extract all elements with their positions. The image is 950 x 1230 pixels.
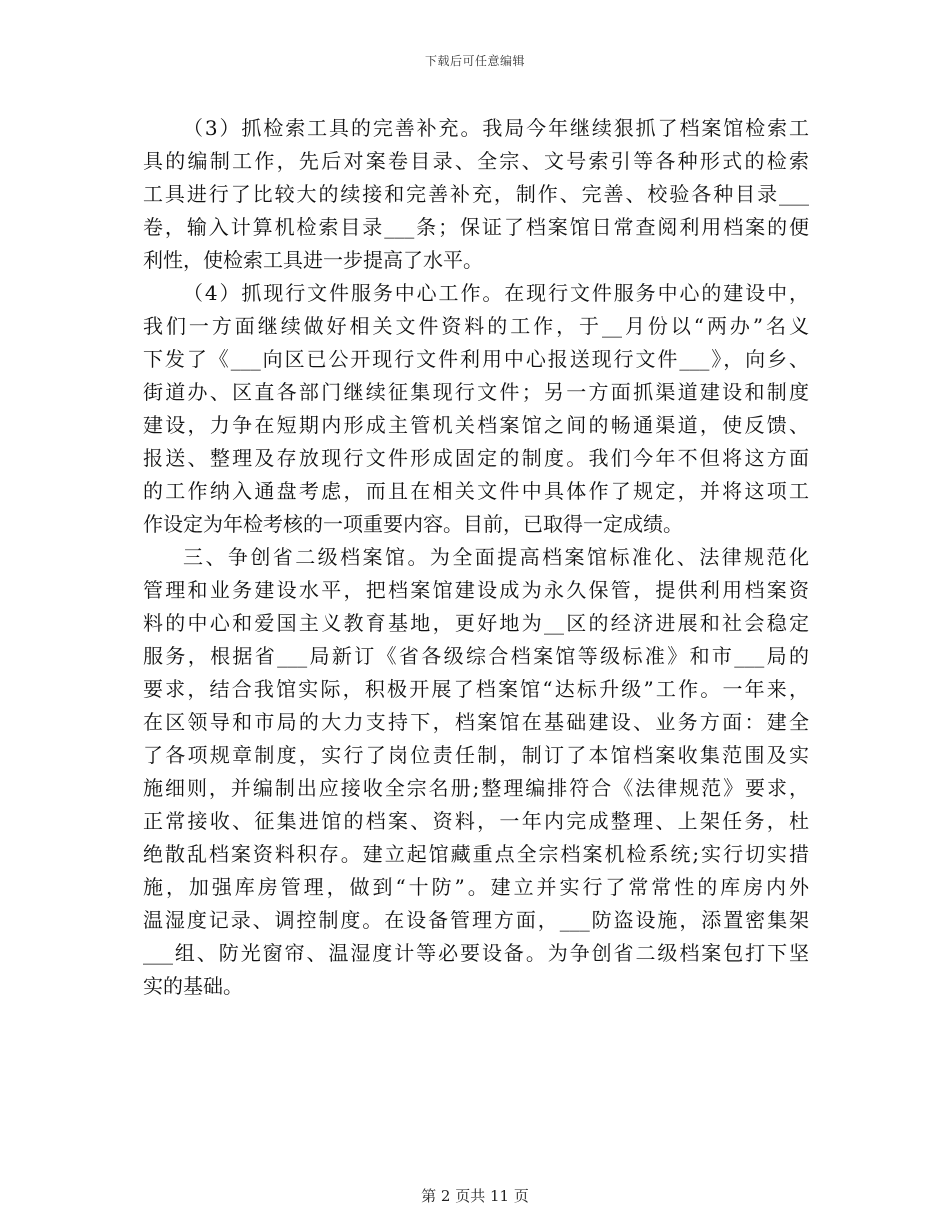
page-number: 第 2 页共 11 页	[421, 1187, 529, 1205]
page-header-note: 下载后可任意编辑	[424, 54, 525, 68]
text-line: 了各项规章制度，实行了岗位责任制，制订了本馆档案收集范围及实	[143, 743, 809, 767]
text-line: （4）抓现行文件服务中心工作。在现行文件服务中心的建设中，	[183, 281, 809, 305]
text-line: 管理和业务建设水平，把档案馆建设成为永久保管，提供利用档案资	[143, 578, 809, 602]
text-line: 绝散乱档案资料积存。建立起馆藏重点全宗档案机检系统;实行切实措	[143, 842, 809, 866]
text-line: 施细则，并编制出应接收全宗名册;整理编排符合《法律规范》要求，	[143, 776, 809, 800]
text-line: 施，加强库房管理，做到“十防”。建立并实行了常常性的库房内外	[143, 875, 809, 899]
text-line: 要求，结合我馆实际，积极开展了档案馆“达标升级”工作。一年来，	[143, 677, 809, 701]
text-line: 正常接收、征集进馆的档案、资料，一年内完成整理、上架任务，杜	[143, 809, 809, 833]
text-line: 温湿度记录、调控制度。在设备管理方面，___防盗设施，添置密集架	[143, 908, 809, 932]
text-line: 的工作纳入通盘考虑，而且在相关文件中具体作了规定，并将这项工	[143, 479, 809, 503]
text-line: ___组、防光窗帘、温湿度计等必要设备。为争创省二级档案包打下坚	[143, 941, 809, 965]
text-line: 实的基础。	[143, 974, 243, 998]
text-line: 利性，使检索工具进一步提高了水平。	[143, 248, 483, 272]
text-line: 下发了《___向区已公开现行文件利用中心报送现行文件___》，向乡、	[143, 347, 809, 371]
text-line: （3）抓检索工具的完善补充。我局今年继续狠抓了档案馆检索工	[183, 116, 809, 140]
text-line: 工具进行了比较大的续接和完善补充，制作、完善、校验各种目录___	[143, 182, 809, 206]
text-line: 在区领导和市局的大力支持下，档案馆在基础建设、业务方面：建全	[143, 710, 809, 734]
text-line: 具的编制工作，先后对案卷目录、全宗、文号索引等各种形式的检索	[143, 149, 809, 173]
text-line: 卷，输入计算机检索目录___条；保证了档案馆日常查阅利用档案的便	[143, 215, 809, 239]
text-line: 三、争创省二级档案馆。为全面提高档案馆标准化、法律规范化	[183, 545, 809, 569]
text-line: 报送、整理及存放现行文件形成固定的制度。我们今年不但将这方面	[143, 446, 809, 470]
text-line: 料的中心和爱国主义教育基地，更好地为__区的经济进展和社会稳定	[143, 611, 809, 635]
text-line: 街道办、区直各部门继续征集现行文件；另一方面抓渠道建设和制度	[143, 380, 809, 404]
document-body	[143, 112, 809, 1003]
text-line: 我们一方面继续做好相关文件资料的工作，于__月份以“两办”名义	[143, 314, 809, 338]
text-line: 服务，根据省___局新订《省各级综合档案馆等级标准》和市___局的	[143, 644, 809, 668]
text-line: 作设定为年检考核的一项重要内容。目前，已取得一定成绩。	[143, 512, 683, 536]
text-line: 建设，力争在短期内形成主管机关档案馆之间的畅通渠道，使反馈、	[143, 413, 809, 437]
